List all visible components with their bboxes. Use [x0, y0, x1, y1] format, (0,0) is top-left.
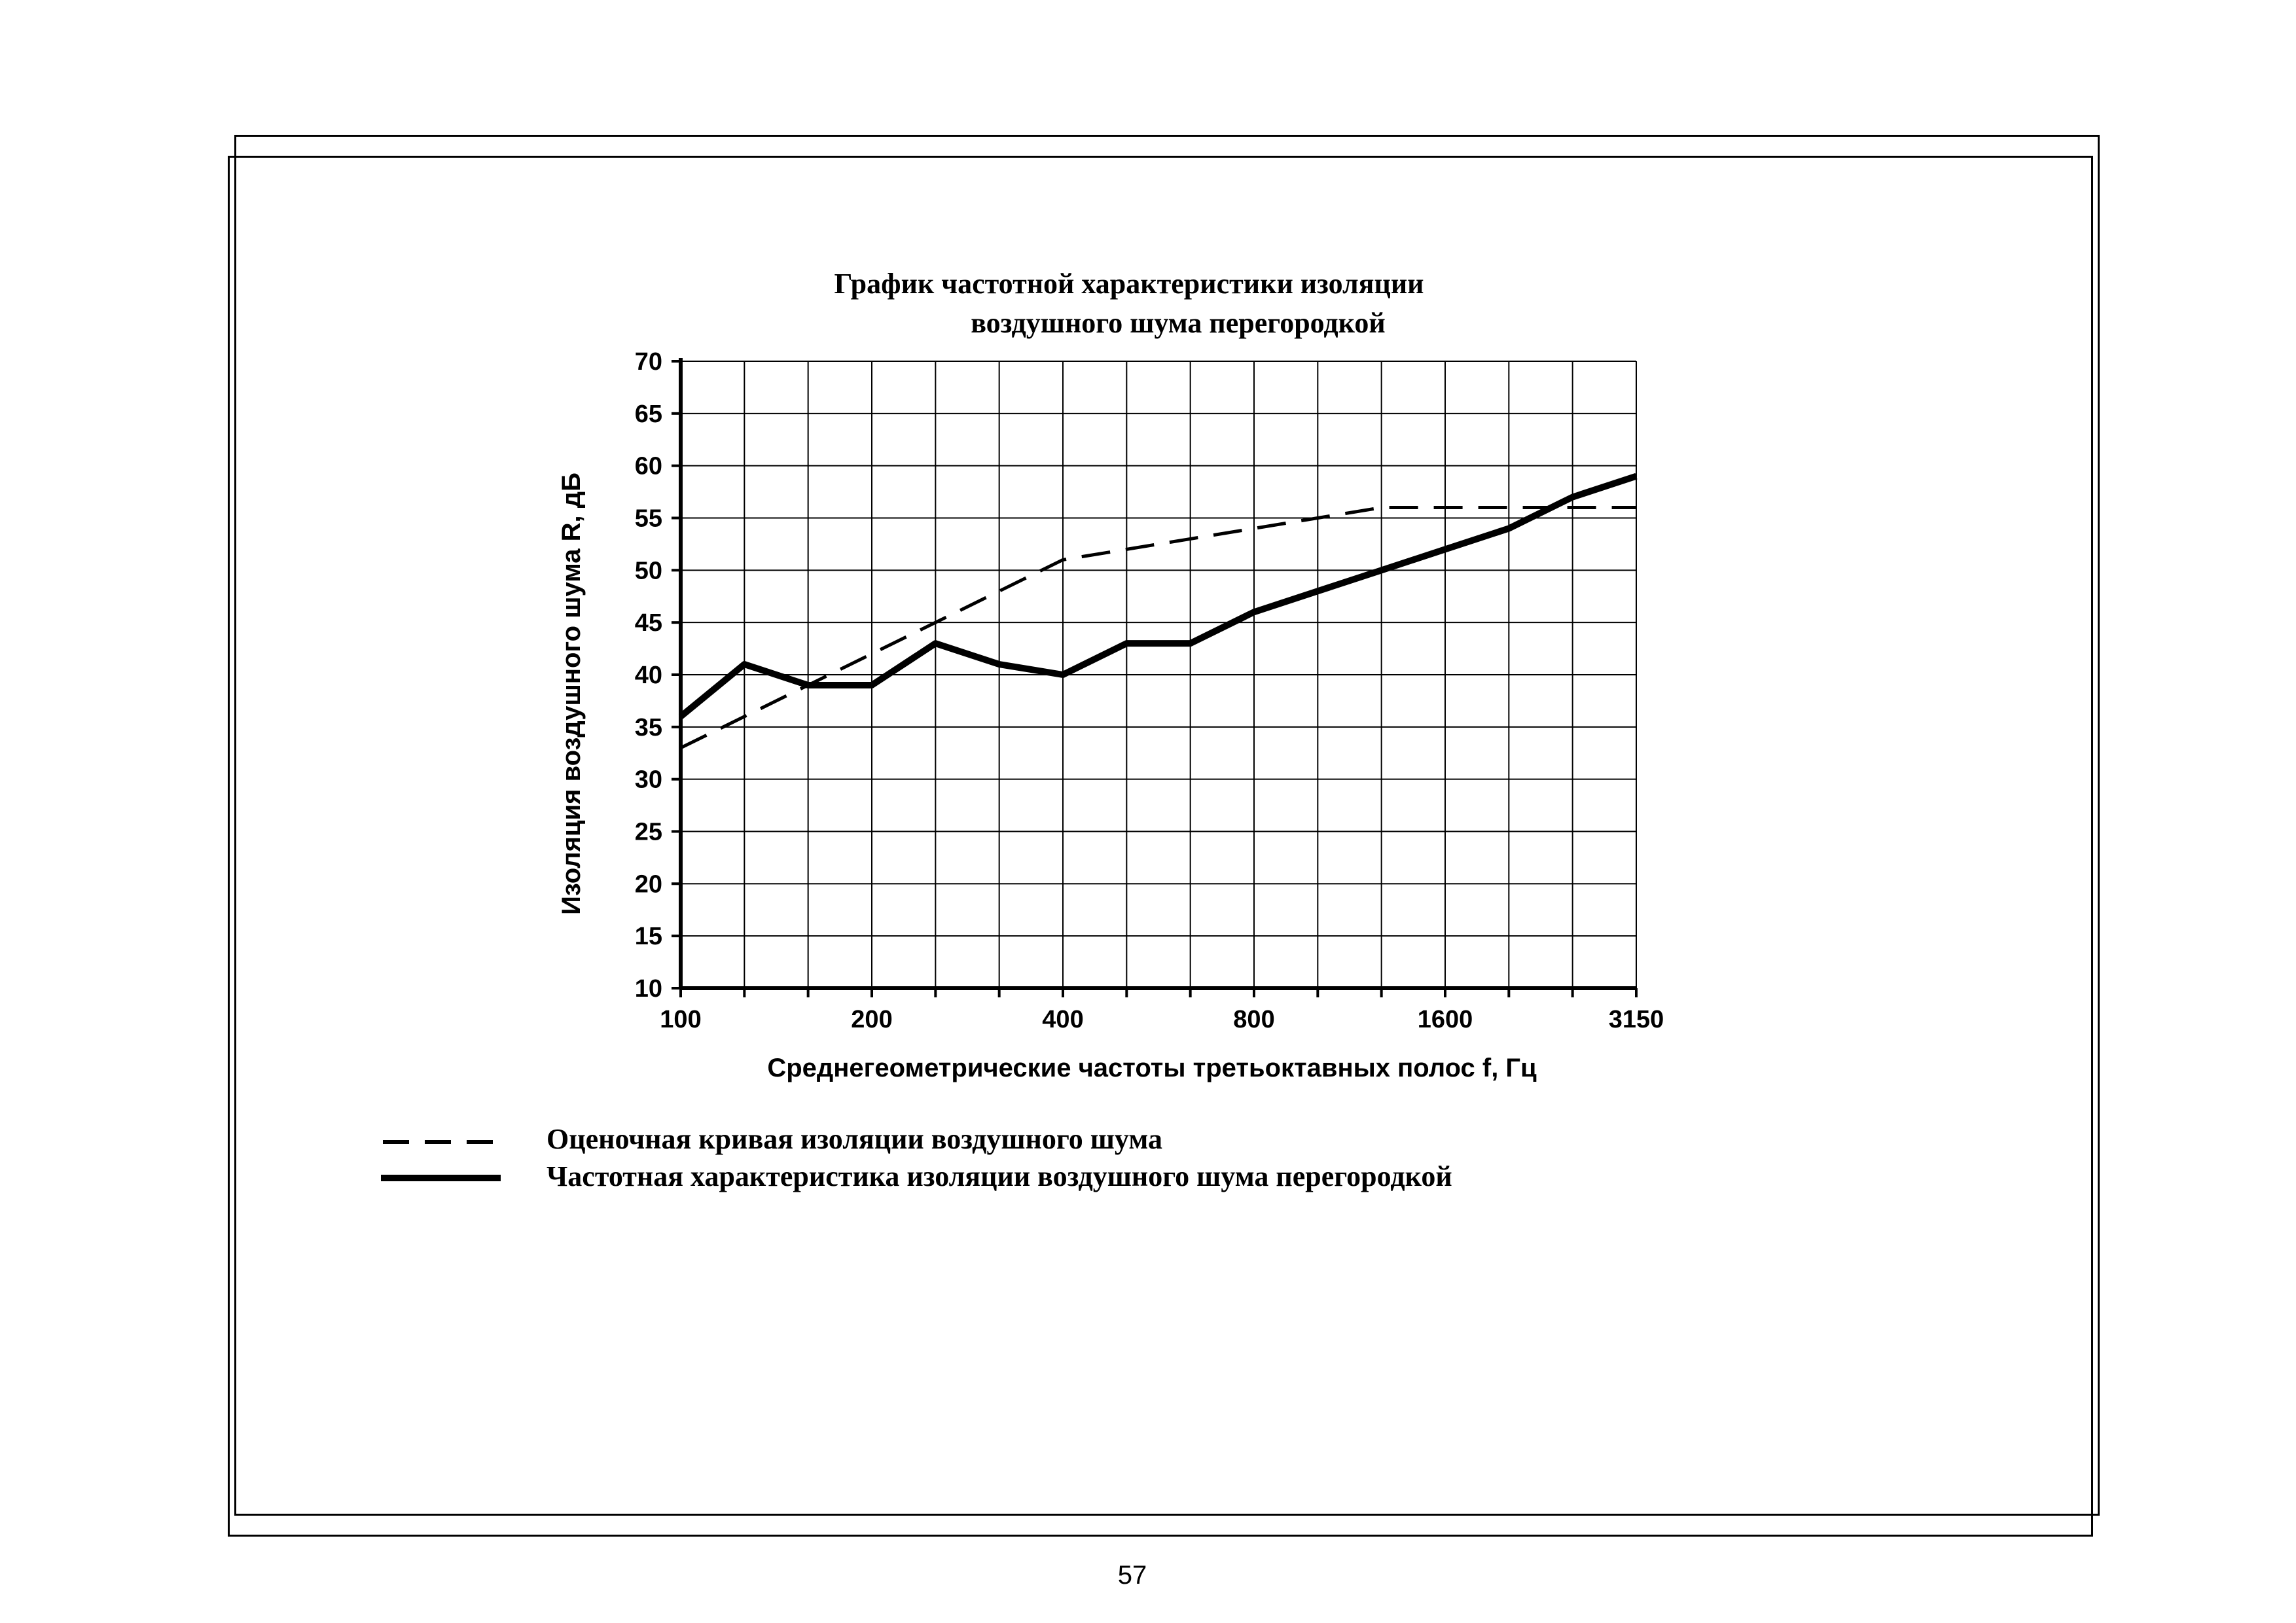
- y-tick-label: 65: [634, 400, 662, 428]
- y-tick-label: 30: [634, 766, 662, 794]
- y-tick-label: 45: [634, 609, 662, 637]
- y-tick-label: 15: [634, 923, 662, 951]
- chart-title: График частотной характеристики изоляции: [834, 268, 1424, 300]
- y-tick-label: 35: [634, 713, 662, 741]
- legend: [381, 1123, 1452, 1192]
- y-tick-label: 40: [634, 662, 662, 689]
- y-tick-label: 60: [634, 452, 662, 480]
- x-tick-label: 100: [660, 1006, 702, 1033]
- x-tick-label: 3150: [1608, 1006, 1664, 1033]
- y-tick-label: 20: [634, 870, 662, 899]
- legend-label-dashed: Оценочная кривая изоляции воздушного шума: [547, 1123, 1162, 1155]
- y-tick-label: 25: [634, 818, 662, 846]
- y-tick-label: 50: [634, 557, 662, 585]
- grid: [681, 361, 1636, 988]
- x-tick-label: 200: [851, 1006, 893, 1033]
- series-line-solid: [681, 476, 1636, 717]
- series-line-dashed: [681, 508, 1636, 748]
- y-tick-label: 55: [634, 505, 662, 533]
- y-tick-label: 10: [634, 975, 662, 1003]
- y-axis-label: Изоляция воздушного шума R, дБ: [557, 473, 586, 915]
- x-tick-label: 800: [1233, 1006, 1275, 1033]
- legend-label-solid: Частотная характеристика изоляции воздушного шума перегородкой: [547, 1160, 1452, 1192]
- page-number: 57: [1117, 1561, 1147, 1590]
- axes: [672, 358, 1636, 997]
- series: [681, 476, 1636, 748]
- chart-title-line2: воздушного шума перегородкой: [971, 307, 1386, 339]
- x-tick-label: 1600: [1417, 1006, 1473, 1033]
- y-tick-label: 70: [634, 348, 662, 376]
- x-axis-label: Среднегеометрические частоты третьоктавных полос f, Гц: [767, 1054, 1537, 1082]
- tick-labels: [635, 348, 1664, 1033]
- x-tick-label: 400: [1042, 1006, 1084, 1033]
